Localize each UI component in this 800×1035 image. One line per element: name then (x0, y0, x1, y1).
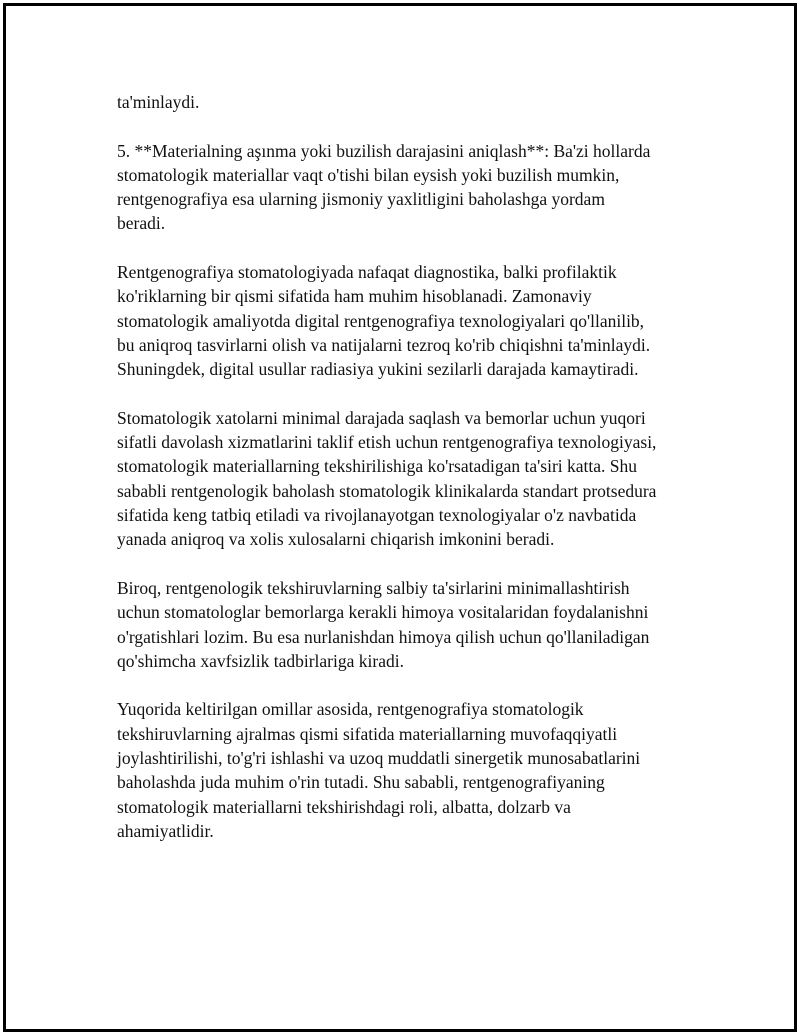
document-body (117, 90, 707, 868)
paragraph-continuation: ta'minlaydi. (117, 92, 200, 112)
paragraph-digital-radiography: Rentgenografiya stomatologiyada nafaqat diagnostika, balki profilaktik ko'riklarning bir qismi sifatida ham muhim hisoblanadi. Zamonaviy stomatologik amaliyotda digital rentgenografiya texnologiyalari qo'llanilib, bu aniqroq tasvirlarni olish va natijalarni tezroq ko'rib chiqishni ta'minlaydi. Shuningdek, digital usullar radiasiya yukini sezilarli darajada kamaytiradi. (117, 262, 651, 380)
paragraph-conclusion: Yuqorida keltirilgan omillar asosida, rentgenografiya stomatologik tekshiruvlarning ajralmas qismi sifatida materiallarning muvofaqqiyatli joylashtirilishi, to'g'ri ishlashi va uzoq muddatli sinergetik munosabatlarini baholashda juda muhim o'rin tutadi. Shu sababli, rentgenografiyaning stomatologik materiallarni tekshirishdagi roli, albatta, dolzarb va ahamiyatlidir. (117, 699, 641, 841)
paragraph-item-5: 5. **Materialning aşınma yoki buzilish darajasini aniqlash**: Ba'zi hollarda stomatologik materiallar vaqt o'tishi bilan eysish yoki buzilish mumkin, rentgenografiya esa ularning jismoniy yaxlitligini baholashga yordam beradi. (117, 140, 651, 234)
paragraph-radiation-protection: Biroq, rentgenologik tekshiruvlarning salbiy ta'sirlarini minimallashtirish uchun stomatologlar bemorlarga kerakli himoya vositalaridan foydalanishni o'rgatishlari lozim. Bu esa nurlanishdan himoya qilish uchun qo'llaniladigan qo'shimcha xavfsizlik tadbirlariga kiradi. (117, 577, 650, 671)
paragraph-clinical-standard: Stomatologik xatolarni minimal darajada saqlash va bemorlar uchun yuqori sifatli davolash xizmatlarini taklif etish uchun rentgenografiya texnologiyasi, stomatologik materiallarning tekshirilishiga ko'rsatadigan ta'siri katta. Shu sababli rentgenologik baholash stomatologik klinikalarda standart protsedura sifatida keng tatbiq etiladi va rivojlanayotgan texnologiyalar o'z navbatida yanada aniqroq va xolis xulosalarni chiqarish imkonini beradi. (117, 407, 657, 550)
